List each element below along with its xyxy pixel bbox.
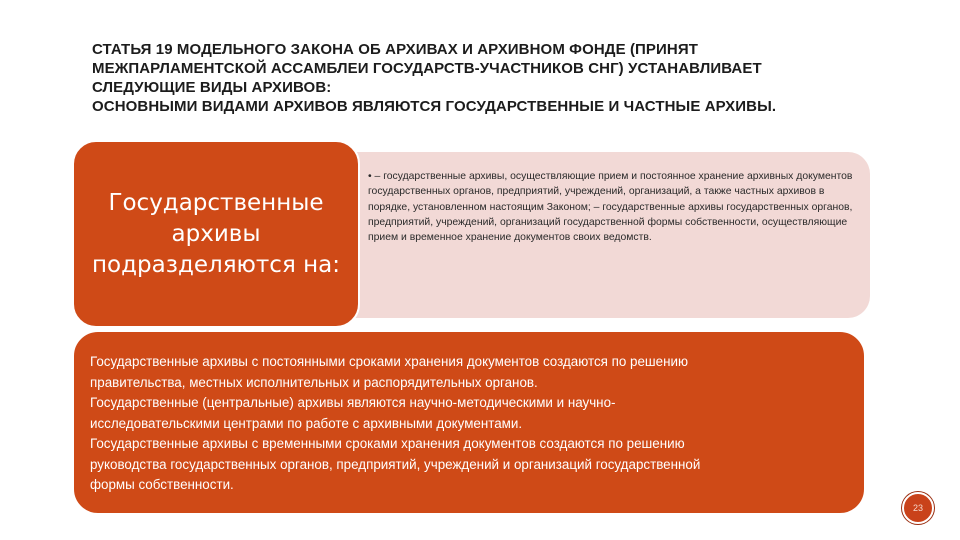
bottom-text-box [72, 330, 866, 515]
title-line: ОСНОВНЫМИ ВИДАМИ АРХИВОВ ЯВЛЯЮТСЯ ГОСУДАРСТВЕННЫЕ И ЧАСТНЫЕ АРХИВЫ. [92, 98, 777, 115]
right-text-box [330, 152, 870, 318]
title-line: СТАТЬЯ 19 МОДЕЛЬНОГО ЗАКОНА ОБ АРХИВАХ И АРХИВНОМ ФОНДЕ (ПРИНЯТ [92, 41, 698, 58]
bottom-line: руководства государственных органов, предприятий, учреждений и организаций государственной [90, 456, 701, 472]
title-line: МЕЖПАРЛАМЕНТСКОЙ АССАМБЛЕИ ГОСУДАРСТВ-УЧАСТНИКОВ СНГ) УСТАНАВЛИВАЕТ [92, 60, 762, 77]
bottom-line: Государственные архивы с временными сроками хранения документов создаются по решению [90, 436, 685, 451]
left-label-text: Государственные архивы подразделяются на: [92, 189, 340, 278]
right-text: • – государственные архивы, осуществляющие прием и постоянное хранение архивных документов государственных органов, предприятий, учреждений, организаций, а также частных архивов в порядке, установленном настоящим Законом; – государственные архивы государственных органов, предприятий, учреждений, организаций государственной формы собственности, осуществляющие прием и временное хранение документов своих ведомств. [368, 171, 853, 244]
bottom-line: исследовательскими центрами по работе с архивными документами. [90, 415, 523, 431]
bottom-line: Государственные (центральные) архивы являются научно-методическими и научно- [90, 395, 616, 410]
title-line: СЛЕДУЮЩИЕ ВИДЫ АРХИВОВ: [92, 79, 332, 96]
left-label-box [72, 140, 360, 328]
bottom-line: формы собственности. [90, 477, 234, 492]
bottom-line: Государственные архивы с постоянными сроками хранения документов создаются по решению [90, 354, 689, 369]
bottom-text [90, 352, 855, 496]
bottom-line: правительства, местных исполнительных и распорядительных органов. [90, 374, 538, 390]
slide-title [92, 40, 882, 116]
page-number-badge: 23 [902, 492, 934, 524]
